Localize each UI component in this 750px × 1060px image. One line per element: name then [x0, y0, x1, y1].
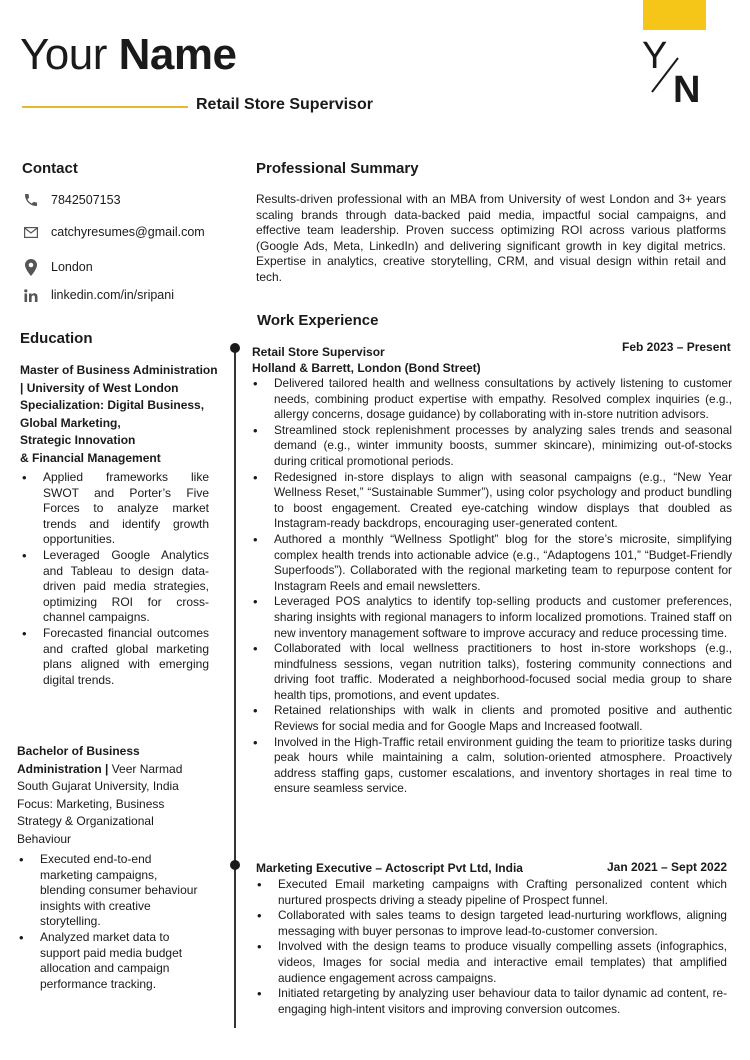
bachelors-focus-2: Strategy & Organizational	[17, 814, 154, 829]
location-pin-icon	[20, 258, 42, 276]
list-item: • Streamlined stock replenishment processes by analyzing sales trends and seasonal demand (e.g., winter immunity boosts, summer skincare), minimizing out-of-stocks during critical promotional periods.	[274, 423, 732, 470]
timeline-dot	[230, 343, 240, 353]
accent-block	[643, 0, 706, 30]
list-item: • Applied frameworks like SWOT and Porter’s Five Forces to analyze market trends and identify growth opportunities.	[43, 470, 209, 548]
experience-heading: Work Experience	[257, 312, 379, 329]
job-dates: Jan 2021 – Sept 2022	[607, 860, 728, 874]
timeline-line	[234, 348, 236, 1028]
last-name: Name	[118, 30, 237, 79]
contact-email	[20, 222, 230, 242]
list-item: • Collaborated with sales teams to design targeted lead-nurturing workflows, aligning messaging with buyer personas to improve lead-to-customer conversion.	[278, 908, 727, 939]
linkedin-url[interactable]: linkedin.com/in/sripani	[51, 288, 174, 302]
list-item: • Forecasted financial outcomes and crafted global marketing plans aligned with emerging digital trends.	[43, 626, 209, 688]
job-bullets	[278, 877, 727, 1017]
bachelors-university: Administration | Veer Narmad	[17, 761, 183, 776]
masters-university: | University of West London	[20, 380, 179, 395]
job-bullets	[274, 376, 732, 797]
job-role: Marketing Executive – Actoscript Pvt Ltd, India	[256, 861, 523, 875]
phone-icon	[20, 191, 42, 209]
bachelors-degree: Bachelor of Business	[17, 744, 140, 758]
candidate-name	[20, 30, 236, 80]
title-underline	[22, 106, 188, 108]
education-masters	[20, 362, 220, 468]
contact-phone	[20, 190, 230, 210]
list-item: • Authored a monthly “Wellness Spotlight” blog for the store’s microsite, simplifying complex health trends into actionable advice (e.g., “Adaptogens 101,” “Budget-Friendly Superfoods”). Collaborated with the regional marketing team to repurpose content for Instagram Reels and email newsletters.	[274, 532, 732, 594]
masters-specialization-3: Strategic Innovation	[20, 433, 136, 448]
list-item: • Leveraged POS analytics to identify top-selling products and customer preferences, sharing insights with regional managers to inform localized promotions. Trained staff on new inventory management software to improve accuracy and reduce processing time.	[274, 594, 732, 641]
timeline-dot	[230, 860, 240, 870]
contact-location	[20, 257, 230, 277]
list-item: • Collaborated with local wellness practitioners to host in-store workshops (e.g., mindfulness sessions, vegan nutrition talks), fostering community connections and driving foot traffic. Moderated a neighborhood-focused social media group to share health tips, promotions, and event updates.	[274, 641, 732, 703]
job-company: Holland & Barrett, London (Bond Street)	[252, 361, 481, 375]
monogram-bottom-letter: N	[673, 69, 701, 106]
education-heading: Education	[20, 330, 93, 347]
location-text: London	[51, 260, 93, 274]
masters-specialization-2: Global Marketing,	[20, 415, 121, 430]
list-item: • Executed Email marketing campaigns with Crafting personalized content which nurtured prospects driving a steady pipeline of Prospect funnel.	[278, 877, 727, 908]
summary-text: Results-driven professional with an MBA from University of west London and 3+ years scaling brands through data-backed paid media, impactful social campaigns, and effective team leadership. Proven success optimizing ROI across various platforms (Google Ads, Meta, LinkedIn) and delivering significant growth in key digital metrics. Expertise in analytics, creative storytelling, CRM, and visual design within retail and tech.	[256, 192, 726, 284]
contact-heading: Contact	[22, 160, 78, 177]
list-item: • Involved in the High-Traffic retail environment guiding the team to prioritize tasks during peak hours while maintaining a calm, solution-oriented atmosphere. Proactively address staffing gaps, customer escalations, and inventory shortages in real time to ensure seamless service.	[274, 735, 732, 797]
list-item: • Retained relationships with walk in clients and promoted positive and authentic Reviews for social media and for Google Maps and Increased footwall.	[274, 703, 732, 734]
contact-linkedin	[20, 285, 230, 305]
phone-number[interactable]: 7842507153	[51, 193, 121, 207]
list-item: • Leveraged Google Analytics and Tableau to design data-driven paid media strategies, optimizing ROI for cross-channel campaigns.	[43, 548, 209, 626]
first-name: Your	[20, 30, 107, 79]
list-item: • Redesigned in-store displays to align with seasonal campaigns (e.g., “New Year Wellness Reset,” “Sustainable Summer”), using color psychology and product bundling to boost engagement. Created eye-catching window displays that doubled as Instagram-ready backdrops, encouraging user-generated content.	[274, 470, 732, 532]
summary-heading: Professional Summary	[256, 160, 419, 177]
bachelors-focus: Focus: Marketing, Business	[17, 796, 165, 811]
list-item: • Initiated retargeting by analyzing user behaviour data to tailor dynamic ad content, re-engaging high-intent visitors and improving conversion outcomes.	[278, 986, 727, 1017]
bachelors-bullets	[40, 852, 200, 992]
masters-degree: Master of Business Administration	[20, 363, 218, 377]
masters-specialization: Specialization: Digital Business,	[20, 398, 205, 413]
education-bachelors	[17, 743, 217, 849]
job-role: Retail Store Supervisor	[252, 345, 385, 359]
job-dates: Feb 2023 – Present	[622, 340, 731, 354]
masters-bullets	[43, 470, 209, 688]
list-item: • Involved with the design teams to produce visually compelling assets (infographics, videos, Images for social media and interactive email templates) that amplified audience engagement across campaigns.	[278, 939, 727, 986]
job-title: Retail Store Supervisor	[196, 96, 373, 113]
linkedin-icon	[20, 286, 42, 304]
bachelors-focus-3: Behaviour	[17, 831, 72, 846]
list-item: • Executed end-to-end marketing campaigns, blending consumer behaviour insights with creative storytelling.	[40, 852, 200, 930]
email-icon	[20, 223, 42, 241]
bachelors-university-2: South Gujarat University, India	[17, 779, 179, 794]
list-item: • Delivered tailored health and wellness consultations by actively listening to customer needs, combining product expertise with empathy. Resolved complex inquiries (e.g., allergy concerns, dosage guidance) by collaborating with in-store nutrition advisors.	[274, 376, 732, 423]
list-item: • Analyzed market data to support paid media budget allocation and campaign performance tracking.	[40, 930, 200, 992]
monogram-top-letter: Y	[642, 36, 668, 77]
email-address[interactable]: catchyresumes@gmail.com	[51, 225, 205, 239]
masters-specialization-4: & Financial Management	[20, 450, 161, 465]
monogram-logo	[640, 36, 708, 106]
